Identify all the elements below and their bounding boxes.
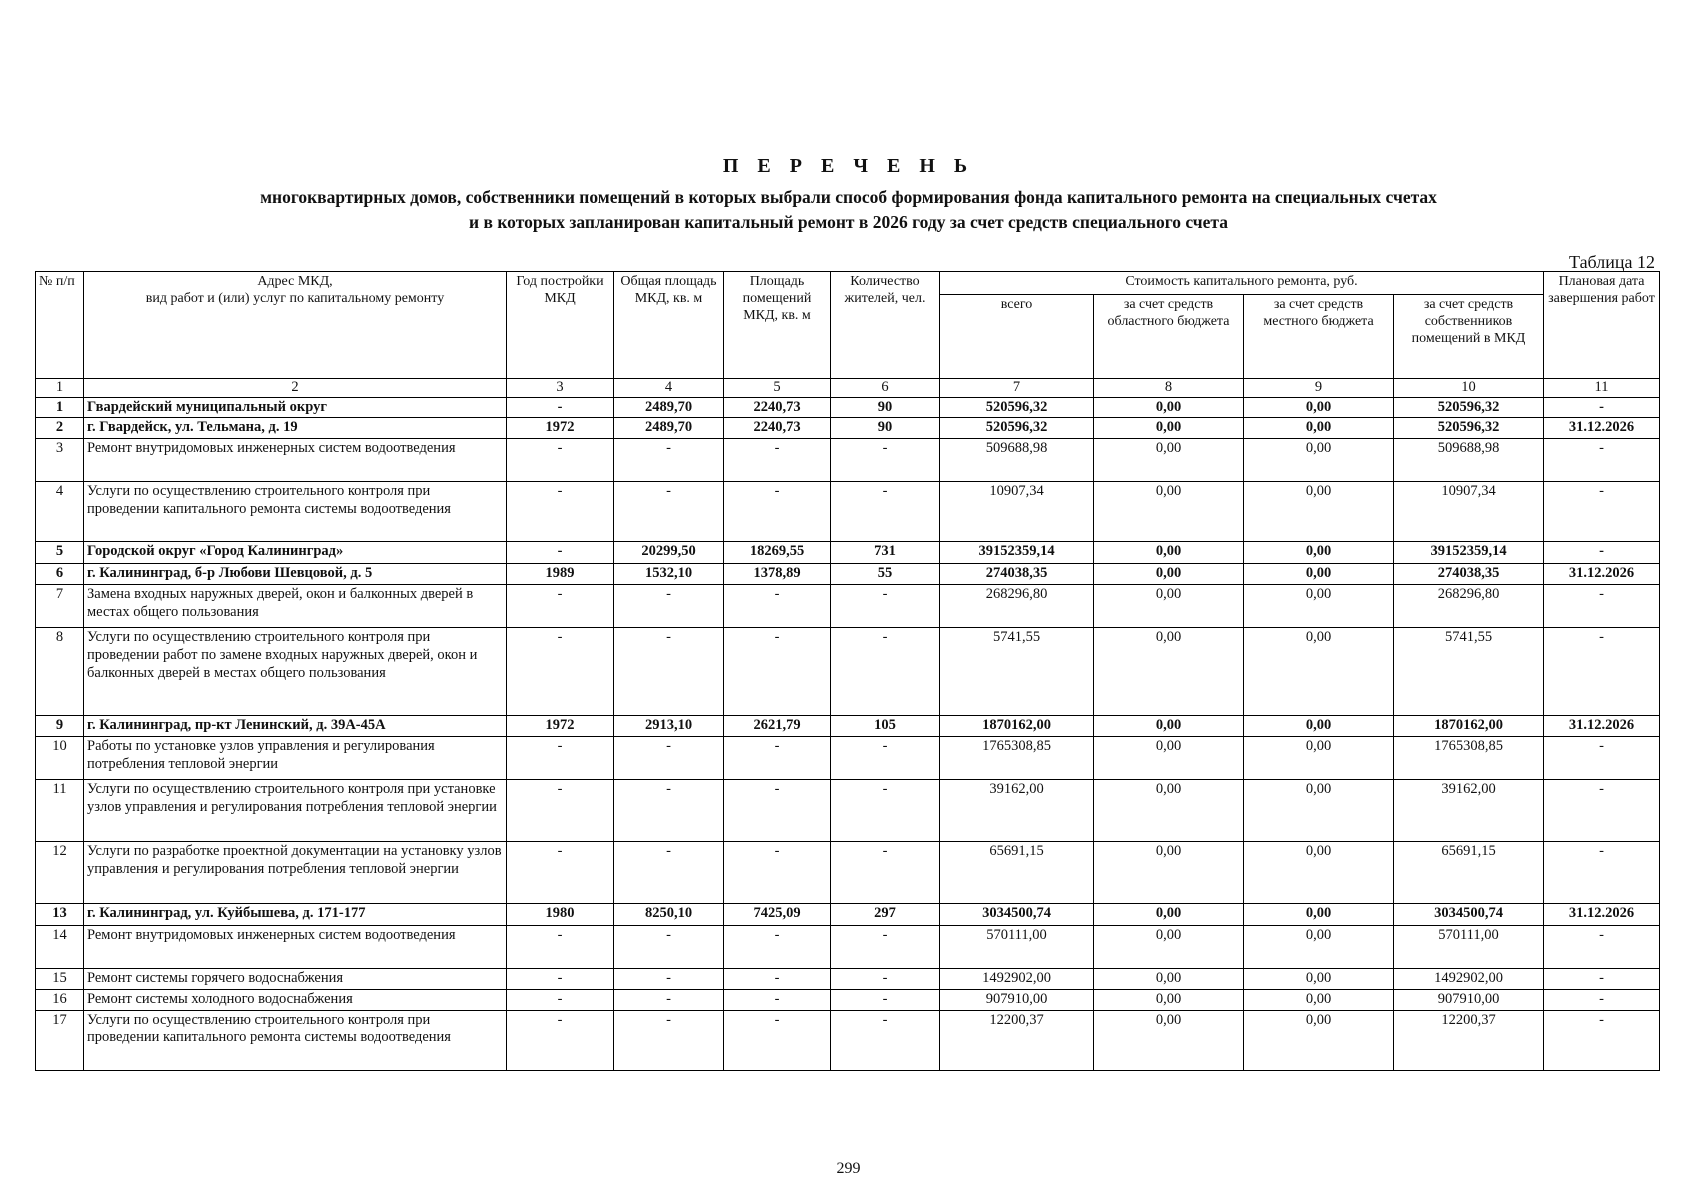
header-num: № п/п xyxy=(36,272,84,379)
row-total-area: - xyxy=(614,842,724,904)
row-cost-local: 0,00 xyxy=(1244,628,1394,716)
header-cost-owners: за счет средств собственников помещений в МКД xyxy=(1394,295,1544,379)
row-year: - xyxy=(507,628,614,716)
column-number: 6 xyxy=(831,379,940,398)
row-cost-total: 1492902,00 xyxy=(940,969,1094,990)
table-label: Таблица 12 xyxy=(1569,252,1655,272)
row-cost-owners: 5741,55 xyxy=(1394,628,1544,716)
row-residents: - xyxy=(831,439,940,482)
row-cost-total: 268296,80 xyxy=(940,585,1094,628)
table-row xyxy=(36,585,1660,628)
row-residents: 105 xyxy=(831,716,940,737)
row-year: - xyxy=(507,1010,614,1070)
row-year: - xyxy=(507,780,614,842)
row-residents: - xyxy=(831,926,940,969)
row-cost-regional: 0,00 xyxy=(1094,904,1244,926)
header-total-area: Общая площадь МКД, кв. м xyxy=(614,272,724,379)
row-number: 4 xyxy=(36,482,84,542)
row-name: Услуги по осуществлению строительного контроля при проведении капитального ремонта системы водоотведения xyxy=(84,482,507,542)
table-row xyxy=(36,439,1660,482)
row-plan-date: - xyxy=(1544,482,1660,542)
header-residents: Количество жителей, чел. xyxy=(831,272,940,379)
row-residents: - xyxy=(831,780,940,842)
row-cost-owners: 907910,00 xyxy=(1394,990,1544,1011)
row-cost-local: 0,00 xyxy=(1244,585,1394,628)
repair-list-table xyxy=(35,271,1660,1071)
row-year: - xyxy=(507,439,614,482)
row-name: Услуги по разработке проектной документации на установку узлов управления и регулирования потребления тепловой энергии xyxy=(84,842,507,904)
row-number: 6 xyxy=(36,564,84,585)
row-premises-area: - xyxy=(724,1010,831,1070)
row-cost-regional: 0,00 xyxy=(1094,439,1244,482)
row-cost-total: 520596,32 xyxy=(940,397,1094,418)
row-name: Ремонт внутридомовых инженерных систем водоотведения xyxy=(84,439,507,482)
row-residents: - xyxy=(831,1010,940,1070)
row-number: 11 xyxy=(36,780,84,842)
row-cost-total: 5741,55 xyxy=(940,628,1094,716)
row-cost-owners: 3034500,74 xyxy=(1394,904,1544,926)
row-cost-total: 65691,15 xyxy=(940,842,1094,904)
row-number: 8 xyxy=(36,628,84,716)
row-cost-local: 0,00 xyxy=(1244,904,1394,926)
row-plan-date: 31.12.2026 xyxy=(1544,564,1660,585)
row-year: - xyxy=(507,969,614,990)
table-row xyxy=(36,1010,1660,1070)
table-row xyxy=(36,990,1660,1011)
column-number: 5 xyxy=(724,379,831,398)
row-year: 1972 xyxy=(507,418,614,439)
row-cost-regional: 0,00 xyxy=(1094,585,1244,628)
column-number: 7 xyxy=(940,379,1094,398)
row-premises-area: - xyxy=(724,842,831,904)
row-name: Гвардейский муниципальный округ xyxy=(84,397,507,418)
table-row xyxy=(36,716,1660,737)
row-cost-total: 1870162,00 xyxy=(940,716,1094,737)
row-total-area: - xyxy=(614,482,724,542)
row-cost-owners: 1492902,00 xyxy=(1394,969,1544,990)
row-cost-regional: 0,00 xyxy=(1094,842,1244,904)
table-body xyxy=(36,397,1660,1070)
row-cost-local: 0,00 xyxy=(1244,418,1394,439)
row-cost-local: 0,00 xyxy=(1244,926,1394,969)
row-year: - xyxy=(507,397,614,418)
document-subtitle-line-1: многоквартирных домов, собственники помещений в которых выбрали способ формирования фонда капитального ремонта на специальных счетах xyxy=(260,187,1437,207)
row-total-area: - xyxy=(614,780,724,842)
row-total-area: 20299,50 xyxy=(614,542,724,564)
header-cost-group: Стоимость капитального ремонта, руб. xyxy=(940,272,1544,295)
row-cost-regional: 0,00 xyxy=(1094,780,1244,842)
row-cost-total: 274038,35 xyxy=(940,564,1094,585)
row-cost-regional: 0,00 xyxy=(1094,969,1244,990)
row-number: 13 xyxy=(36,904,84,926)
table-row xyxy=(36,482,1660,542)
row-residents: - xyxy=(831,482,940,542)
row-number: 9 xyxy=(36,716,84,737)
row-plan-date: - xyxy=(1544,990,1660,1011)
row-year: - xyxy=(507,737,614,780)
table-row xyxy=(36,737,1660,780)
row-cost-owners: 10907,34 xyxy=(1394,482,1544,542)
row-name: Городской округ «Город Калининград» xyxy=(84,542,507,564)
row-residents: 90 xyxy=(831,418,940,439)
row-total-area: 2489,70 xyxy=(614,418,724,439)
header-cost-local: за счет средств местного бюджета xyxy=(1244,295,1394,379)
row-cost-total: 39152359,14 xyxy=(940,542,1094,564)
table-row xyxy=(36,418,1660,439)
row-cost-owners: 39162,00 xyxy=(1394,780,1544,842)
table-row xyxy=(36,564,1660,585)
header-plan-date: Плановая дата завершения работ xyxy=(1544,272,1660,379)
column-number: 9 xyxy=(1244,379,1394,398)
row-cost-owners: 12200,37 xyxy=(1394,1010,1544,1070)
table-row xyxy=(36,926,1660,969)
header-cost-total: всего xyxy=(940,295,1094,379)
row-name: Ремонт системы горячего водоснабжения xyxy=(84,969,507,990)
row-premises-area: 2621,79 xyxy=(724,716,831,737)
row-cost-owners: 274038,35 xyxy=(1394,564,1544,585)
row-cost-local: 0,00 xyxy=(1244,969,1394,990)
row-number: 15 xyxy=(36,969,84,990)
row-name: Услуги по осуществлению строительного контроля при установке узлов управления и регулирования потребления тепловой энергии xyxy=(84,780,507,842)
table-row xyxy=(36,780,1660,842)
row-cost-local: 0,00 xyxy=(1244,542,1394,564)
row-year: 1989 xyxy=(507,564,614,585)
row-cost-local: 0,00 xyxy=(1244,780,1394,842)
row-plan-date: - xyxy=(1544,780,1660,842)
row-number: 10 xyxy=(36,737,84,780)
row-residents: 297 xyxy=(831,904,940,926)
row-cost-local: 0,00 xyxy=(1244,990,1394,1011)
row-premises-area: 18269,55 xyxy=(724,542,831,564)
row-number: 12 xyxy=(36,842,84,904)
column-number: 3 xyxy=(507,379,614,398)
table-row xyxy=(36,397,1660,418)
row-plan-date: 31.12.2026 xyxy=(1544,716,1660,737)
row-total-area: - xyxy=(614,628,724,716)
row-name: Ремонт системы холодного водоснабжения xyxy=(84,990,507,1011)
row-plan-date: 31.12.2026 xyxy=(1544,418,1660,439)
row-plan-date: - xyxy=(1544,439,1660,482)
row-cost-local: 0,00 xyxy=(1244,397,1394,418)
column-number: 10 xyxy=(1394,379,1544,398)
row-cost-total: 509688,98 xyxy=(940,439,1094,482)
row-cost-regional: 0,00 xyxy=(1094,926,1244,969)
row-total-area: 2913,10 xyxy=(614,716,724,737)
row-number: 5 xyxy=(36,542,84,564)
row-number: 1 xyxy=(36,397,84,418)
row-residents: 90 xyxy=(831,397,940,418)
row-cost-total: 3034500,74 xyxy=(940,904,1094,926)
row-plan-date: - xyxy=(1544,969,1660,990)
row-cost-local: 0,00 xyxy=(1244,439,1394,482)
row-total-area: - xyxy=(614,990,724,1011)
row-residents: 731 xyxy=(831,542,940,564)
table-row xyxy=(36,542,1660,564)
row-number: 17 xyxy=(36,1010,84,1070)
row-residents: - xyxy=(831,585,940,628)
row-year: - xyxy=(507,542,614,564)
row-cost-local: 0,00 xyxy=(1244,737,1394,780)
row-cost-owners: 509688,98 xyxy=(1394,439,1544,482)
table-row xyxy=(36,628,1660,716)
row-year: - xyxy=(507,990,614,1011)
row-number: 3 xyxy=(36,439,84,482)
row-cost-total: 907910,00 xyxy=(940,990,1094,1011)
row-premises-area: 2240,73 xyxy=(724,397,831,418)
document-title: П Е Р Е Ч Е Н Ь xyxy=(722,155,975,177)
row-plan-date: - xyxy=(1544,842,1660,904)
row-premises-area: 7425,09 xyxy=(724,904,831,926)
row-year: - xyxy=(507,842,614,904)
row-cost-owners: 65691,15 xyxy=(1394,842,1544,904)
row-year: 1972 xyxy=(507,716,614,737)
table-row xyxy=(36,842,1660,904)
row-year: - xyxy=(507,482,614,542)
row-plan-date: - xyxy=(1544,397,1660,418)
row-cost-regional: 0,00 xyxy=(1094,397,1244,418)
header-address: Адрес МКД, вид работ и (или) услуг по капитальному ремонту xyxy=(84,272,507,379)
row-cost-regional: 0,00 xyxy=(1094,564,1244,585)
row-total-area: - xyxy=(614,737,724,780)
column-number: 11 xyxy=(1544,379,1660,398)
row-year: 1980 xyxy=(507,904,614,926)
row-premises-area: - xyxy=(724,990,831,1011)
row-cost-local: 0,00 xyxy=(1244,1010,1394,1070)
row-cost-local: 0,00 xyxy=(1244,482,1394,542)
row-name: Работы по установке узлов управления и регулирования потребления тепловой энергии xyxy=(84,737,507,780)
row-premises-area: - xyxy=(724,737,831,780)
row-cost-regional: 0,00 xyxy=(1094,716,1244,737)
row-cost-owners: 268296,80 xyxy=(1394,585,1544,628)
row-cost-regional: 0,00 xyxy=(1094,1010,1244,1070)
row-premises-area: - xyxy=(724,926,831,969)
row-total-area: 2489,70 xyxy=(614,397,724,418)
row-name: Ремонт внутридомовых инженерных систем водоотведения xyxy=(84,926,507,969)
page-number: 299 xyxy=(836,1160,861,1177)
row-cost-owners: 39152359,14 xyxy=(1394,542,1544,564)
row-plan-date: - xyxy=(1544,737,1660,780)
row-cost-regional: 0,00 xyxy=(1094,737,1244,780)
row-total-area: - xyxy=(614,926,724,969)
row-name: Услуги по осуществлению строительного контроля при проведении капитального ремонта системы водоотведения xyxy=(84,1010,507,1070)
row-plan-date: - xyxy=(1544,585,1660,628)
row-premises-area: - xyxy=(724,780,831,842)
row-name: г. Гвардейск, ул. Тельмана, д. 19 xyxy=(84,418,507,439)
row-premises-area: - xyxy=(724,482,831,542)
row-total-area: - xyxy=(614,969,724,990)
column-number: 2 xyxy=(84,379,507,398)
column-number: 1 xyxy=(36,379,84,398)
row-cost-total: 1765308,85 xyxy=(940,737,1094,780)
row-premises-area: - xyxy=(724,585,831,628)
row-cost-local: 0,00 xyxy=(1244,842,1394,904)
column-number-row xyxy=(36,379,1660,398)
row-cost-regional: 0,00 xyxy=(1094,542,1244,564)
row-cost-regional: 0,00 xyxy=(1094,628,1244,716)
row-plan-date: - xyxy=(1544,926,1660,969)
row-name: г. Калининград, ул. Куйбышева, д. 171-177 xyxy=(84,904,507,926)
table-row xyxy=(36,969,1660,990)
row-year: - xyxy=(507,926,614,969)
row-number: 16 xyxy=(36,990,84,1011)
row-premises-area: - xyxy=(724,628,831,716)
row-plan-date: - xyxy=(1544,1010,1660,1070)
row-premises-area: - xyxy=(724,439,831,482)
row-cost-owners: 570111,00 xyxy=(1394,926,1544,969)
row-name: г. Калининград, б-р Любови Шевцовой, д. 5 xyxy=(84,564,507,585)
row-cost-total: 570111,00 xyxy=(940,926,1094,969)
row-cost-local: 0,00 xyxy=(1244,716,1394,737)
document-subtitle-line-2: и в которых запланирован капитальный ремонт в 2026 году за счет средств специального счета xyxy=(469,212,1228,232)
row-plan-date: 31.12.2026 xyxy=(1544,904,1660,926)
header-cost-regional: за счет средств областного бюджета xyxy=(1094,295,1244,379)
row-cost-total: 10907,34 xyxy=(940,482,1094,542)
row-residents: - xyxy=(831,969,940,990)
row-premises-area: 2240,73 xyxy=(724,418,831,439)
row-cost-regional: 0,00 xyxy=(1094,482,1244,542)
header-row-1 xyxy=(36,272,1660,295)
row-total-area: 1532,10 xyxy=(614,564,724,585)
row-year: - xyxy=(507,585,614,628)
row-cost-total: 39162,00 xyxy=(940,780,1094,842)
header-year: Год постройки МКД xyxy=(507,272,614,379)
row-cost-regional: 0,00 xyxy=(1094,990,1244,1011)
row-total-area: - xyxy=(614,1010,724,1070)
column-number: 8 xyxy=(1094,379,1244,398)
row-name: Услуги по осуществлению строительного контроля при проведении работ по замене входных наружных дверей, окон и балконных дверей в местах общего пользования xyxy=(84,628,507,716)
row-cost-local: 0,00 xyxy=(1244,564,1394,585)
row-cost-total: 520596,32 xyxy=(940,418,1094,439)
row-cost-owners: 1870162,00 xyxy=(1394,716,1544,737)
row-premises-area: - xyxy=(724,969,831,990)
row-number: 14 xyxy=(36,926,84,969)
row-cost-owners: 520596,32 xyxy=(1394,418,1544,439)
row-residents: - xyxy=(831,628,940,716)
row-total-area: 8250,10 xyxy=(614,904,724,926)
row-name: Замена входных наружных дверей, окон и балконных дверей в местах общего пользования xyxy=(84,585,507,628)
header-premises-area: Площадь помещений МКД, кв. м xyxy=(724,272,831,379)
row-cost-total: 12200,37 xyxy=(940,1010,1094,1070)
column-number: 4 xyxy=(614,379,724,398)
row-number: 7 xyxy=(36,585,84,628)
row-residents: - xyxy=(831,737,940,780)
row-plan-date: - xyxy=(1544,628,1660,716)
row-plan-date: - xyxy=(1544,542,1660,564)
row-cost-owners: 520596,32 xyxy=(1394,397,1544,418)
row-residents: - xyxy=(831,990,940,1011)
table-row xyxy=(36,904,1660,926)
row-number: 2 xyxy=(36,418,84,439)
row-total-area: - xyxy=(614,439,724,482)
row-cost-owners: 1765308,85 xyxy=(1394,737,1544,780)
row-premises-area: 1378,89 xyxy=(724,564,831,585)
row-residents: 55 xyxy=(831,564,940,585)
row-cost-regional: 0,00 xyxy=(1094,418,1244,439)
row-residents: - xyxy=(831,842,940,904)
row-total-area: - xyxy=(614,585,724,628)
row-name: г. Калининград, пр-кт Ленинский, д. 39А-45А xyxy=(84,716,507,737)
